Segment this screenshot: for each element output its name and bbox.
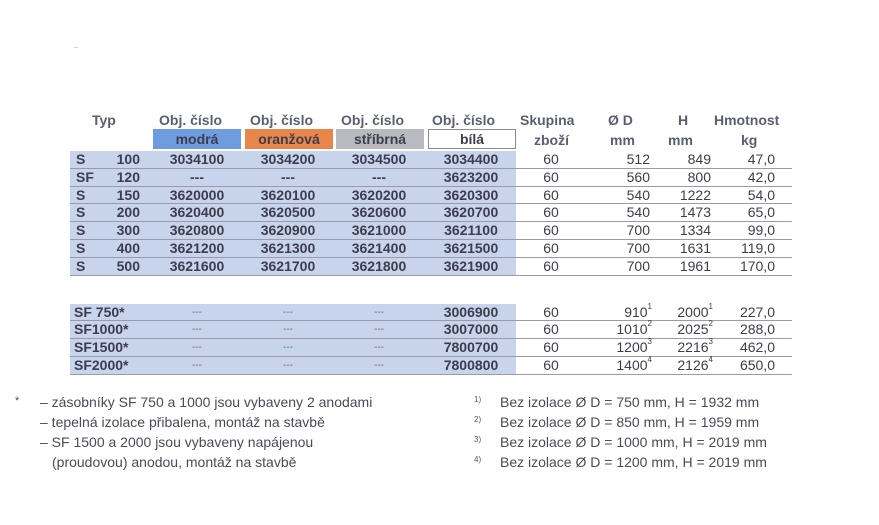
footnote-line-3: – SF 1500 a 2000 jsou vybaveny napájenou xyxy=(40,434,314,450)
cell-oranzova: 3621700 xyxy=(260,257,316,274)
table-row xyxy=(70,339,792,357)
header-obj-3: Obj. číslo xyxy=(341,112,405,128)
color-stribrna xyxy=(336,129,424,149)
cell-h xyxy=(647,337,713,356)
cell-type-prefix: S xyxy=(76,151,86,167)
cell-h xyxy=(647,319,713,338)
cell-modra: 3621600 xyxy=(169,257,225,274)
cell-type-size: 200 xyxy=(116,204,140,221)
footnote-star: * xyxy=(15,395,20,407)
cell-modra: --- xyxy=(192,324,202,336)
cell-od-footnote-ref: 4 xyxy=(647,354,652,364)
cell-bila: 3034400 xyxy=(443,151,499,167)
color-modra xyxy=(153,129,241,149)
cell-modra: --- xyxy=(192,359,202,371)
cell-bila: 3007000 xyxy=(443,321,499,338)
table-row xyxy=(70,151,792,169)
cell-h-value: 2216 xyxy=(677,339,709,356)
cell-od xyxy=(590,354,652,374)
header-hmotnost: Hmotnost xyxy=(714,112,780,128)
cell-type-size: 150 xyxy=(116,186,140,203)
cell-od-value: 1010 xyxy=(616,321,648,338)
cell-stribrna: 3034500 xyxy=(351,151,407,167)
cell-h-footnote-ref: 2 xyxy=(708,319,713,329)
table-row xyxy=(70,240,792,258)
cell-od: 700 xyxy=(626,222,650,239)
cell-oranzova: 3620900 xyxy=(260,222,316,239)
cell-kg: 54,0 xyxy=(747,186,775,203)
cell-h: 1222 xyxy=(679,186,711,203)
cell-bila: 3621900 xyxy=(443,257,499,274)
cell-kg: 119,0 xyxy=(741,239,775,256)
cell-stribrna: --- xyxy=(374,306,384,318)
cell-type-size: 500 xyxy=(116,257,140,274)
table-group-sf xyxy=(70,301,792,375)
cell-stribrna: --- xyxy=(372,168,386,185)
cell-h: 1631 xyxy=(679,239,711,256)
cell-skupina: 60 xyxy=(543,168,559,185)
table-gap xyxy=(70,276,792,304)
cell-skupina: 60 xyxy=(543,186,559,203)
footnote-text: Bez izolace Ø D = 1000 mm, H = 2019 mm xyxy=(500,434,767,450)
cell-kg: 99,0 xyxy=(747,222,775,239)
cell-modra: 3034100 xyxy=(169,151,225,167)
cell-h: 1473 xyxy=(679,204,711,221)
cell-modra: 3621200 xyxy=(169,239,225,256)
cell-stribrna: 3620600 xyxy=(351,204,407,221)
cell-skupina: 60 xyxy=(543,151,559,167)
cell-type-prefix: S xyxy=(76,186,86,203)
spec-table xyxy=(70,151,792,375)
footnote-line-4: (proudovou) anodou, montáž na stavbě xyxy=(52,454,297,470)
header-od-unit: mm xyxy=(610,132,635,148)
cell-modra: 3620400 xyxy=(169,204,225,221)
cell-od: 540 xyxy=(626,204,650,221)
cell-od: 560 xyxy=(626,168,650,185)
cell-od-value: 1200 xyxy=(616,339,648,356)
header-kg-unit: kg xyxy=(741,132,758,148)
footnote-line-2: – tepelná izolace přibalena, montáž na stavbě xyxy=(40,414,325,430)
cell-kg: 170,0 xyxy=(739,257,775,274)
cell-modra: 3620000 xyxy=(169,186,225,203)
table-row xyxy=(70,204,792,222)
cell-type-size: 100 xyxy=(116,151,140,167)
footnote-number: 3) xyxy=(474,435,482,444)
cell-bila: 3006900 xyxy=(443,303,499,320)
header-typ: Typ xyxy=(92,112,116,128)
cell-modra: 3620800 xyxy=(169,222,225,239)
cell-modra: --- xyxy=(190,168,204,185)
cell-h-value: 2126 xyxy=(677,356,709,373)
cell-kg: 65,0 xyxy=(747,204,775,221)
cell-od-value: 910 xyxy=(624,303,648,320)
cell-type: SF2000* xyxy=(74,356,129,373)
footnote-number: 4) xyxy=(474,455,482,464)
cell-stribrna: 3621800 xyxy=(351,257,407,274)
table-row xyxy=(70,169,792,187)
footnote-line-1: – zásobníky SF 750 a 1000 jsou vybaveny 2 anodami xyxy=(40,394,373,410)
cell-bila: 3623200 xyxy=(443,168,499,185)
cell-modra: --- xyxy=(192,342,202,354)
cell-bila: 3620700 xyxy=(443,204,499,221)
cell-kg: 288,0 xyxy=(739,321,775,338)
cell-stribrna: 3621000 xyxy=(351,222,407,239)
cell-type-prefix: S xyxy=(76,222,86,239)
cell-modra: --- xyxy=(192,306,202,318)
cell-bila: 3620300 xyxy=(443,186,499,203)
cell-skupina: 60 xyxy=(543,356,559,373)
cell-oranzova: 3621300 xyxy=(260,239,316,256)
cell-type-prefix: S xyxy=(76,239,86,256)
scan-speck xyxy=(74,47,78,48)
cell-h: 1334 xyxy=(679,222,711,239)
header-skupina: Skupina xyxy=(520,112,575,128)
header-obj-4: Obj. číslo xyxy=(432,112,496,128)
cell-stribrna: --- xyxy=(374,342,384,354)
cell-skupina: 60 xyxy=(543,257,559,274)
cell-bila: 7800700 xyxy=(443,339,499,356)
cell-skupina: 60 xyxy=(543,239,559,256)
cell-od: 540 xyxy=(626,186,650,203)
cell-oranzova: --- xyxy=(283,324,293,336)
cell-type-prefix: SF xyxy=(76,168,94,185)
table-row xyxy=(70,258,792,276)
color-oranzova xyxy=(245,129,333,149)
cell-od: 512 xyxy=(626,151,650,167)
cell-stribrna: --- xyxy=(374,359,384,371)
cell-h-footnote-ref: 1 xyxy=(708,301,713,311)
cell-h xyxy=(647,354,713,374)
footnote-number: 1) xyxy=(474,395,482,404)
color-modra-label: modrá xyxy=(175,131,219,147)
table-row xyxy=(70,187,792,205)
cell-od: 700 xyxy=(626,257,650,274)
color-oranzova-label: oranžová xyxy=(258,131,320,147)
cell-h: 849 xyxy=(687,151,711,167)
cell-h: 800 xyxy=(687,168,711,185)
cell-type-prefix: S xyxy=(76,204,86,221)
header-obj-1: Obj. číslo xyxy=(159,112,223,128)
footnote-text: Bez izolace Ø D = 1200 mm, H = 2019 mm xyxy=(500,454,767,470)
header-obj-2: Obj. číslo xyxy=(250,112,314,128)
cell-stribrna: 3621400 xyxy=(351,239,407,256)
cell-type: SF1500* xyxy=(74,339,129,356)
cell-skupina: 60 xyxy=(543,303,559,320)
cell-od-footnote-ref: 3 xyxy=(647,337,652,347)
cell-skupina: 60 xyxy=(543,204,559,221)
cell-bila: 7800800 xyxy=(443,356,499,373)
cell-kg: 47,0 xyxy=(747,151,775,167)
cell-od xyxy=(590,339,652,356)
cell-h xyxy=(647,301,713,321)
table-row xyxy=(70,301,792,322)
footnote-text: Bez izolace Ø D = 750 mm, H = 1932 mm xyxy=(500,394,760,410)
footnote-text: Bez izolace Ø D = 850 mm, H = 1959 mm xyxy=(500,414,760,430)
cell-kg: 650,0 xyxy=(739,356,775,373)
cell-type-size: 400 xyxy=(116,239,140,256)
cell-oranzova: --- xyxy=(281,168,295,185)
cell-oranzova: --- xyxy=(283,306,293,318)
cell-oranzova: 3620100 xyxy=(260,186,316,203)
cell-h-value: 2025 xyxy=(677,321,709,338)
cell-od: 700 xyxy=(626,239,650,256)
cell-type-size: 300 xyxy=(116,222,140,239)
cell-stribrna: --- xyxy=(374,324,384,336)
cell-od-footnote-ref: 2 xyxy=(647,319,652,329)
cell-od xyxy=(590,301,652,321)
cell-oranzova: 3620500 xyxy=(260,204,316,221)
cell-od-footnote-ref: 1 xyxy=(647,301,652,311)
header-zbozi: zboží xyxy=(534,132,569,148)
cell-od xyxy=(590,321,652,338)
cell-kg: 42,0 xyxy=(747,168,775,185)
cell-oranzova: --- xyxy=(283,342,293,354)
cell-h-footnote-ref: 4 xyxy=(708,354,713,364)
cell-h-value: 2000 xyxy=(677,303,709,320)
cell-skupina: 60 xyxy=(543,339,559,356)
cell-bila: 3621500 xyxy=(443,239,499,256)
cell-h: 1961 xyxy=(679,257,711,274)
cell-kg: 462,0 xyxy=(739,339,775,356)
cell-type-size: 120 xyxy=(116,168,140,185)
table-row xyxy=(70,321,792,339)
cell-h-footnote-ref: 3 xyxy=(708,337,713,347)
cell-kg: 227,0 xyxy=(739,303,775,320)
header-od: Ø D xyxy=(608,112,633,128)
cell-type: SF1000* xyxy=(74,321,129,338)
table-row xyxy=(70,222,792,240)
cell-stribrna: 3620200 xyxy=(351,186,407,203)
cell-type: SF 750* xyxy=(74,303,125,320)
cell-od-value: 1400 xyxy=(616,356,648,373)
cell-oranzova: 3034200 xyxy=(260,151,316,167)
header-h-unit: mm xyxy=(668,132,693,148)
table-group-standard xyxy=(70,151,792,276)
cell-bila: 3621100 xyxy=(444,222,498,239)
cell-type-prefix: S xyxy=(76,257,86,274)
cell-skupina: 60 xyxy=(543,321,559,338)
footnote-number: 2) xyxy=(474,415,482,424)
color-stribrna-label: stříbrná xyxy=(353,131,407,147)
cell-skupina: 60 xyxy=(543,222,559,239)
table-row xyxy=(70,354,792,375)
cell-oranzova: --- xyxy=(283,359,293,371)
header-h: H xyxy=(678,112,689,128)
color-bila xyxy=(428,129,516,149)
color-bila-label: bílá xyxy=(459,131,485,147)
